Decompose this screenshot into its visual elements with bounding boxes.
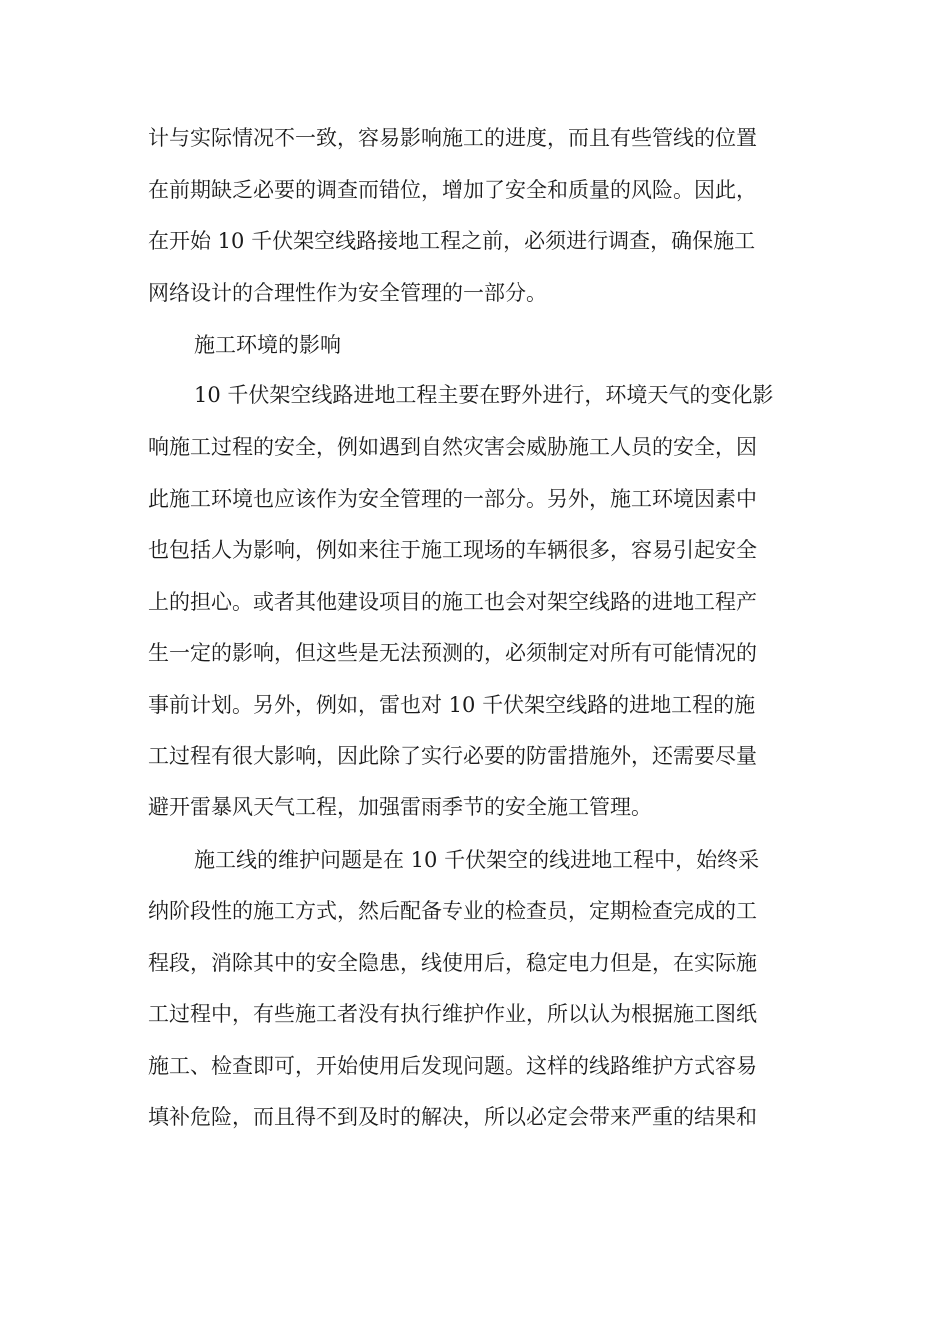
paragraph-line: 计与实际情况不一致，容易影响施工的进度，而且有些管线的位置: [148, 126, 757, 150]
paragraph-line: 施工线的维护问题是在 10 千伏架空的线进地工程中，始终采: [194, 848, 760, 872]
paragraph-line: 程段，消除其中的安全隐患，线使用后，稳定电力但是，在实际施: [148, 951, 757, 975]
paragraph-line: 响施工过程的安全，例如遇到自然灾害会威胁施工人员的安全，因: [148, 435, 757, 459]
section-heading: 施工环境的影响: [194, 333, 341, 357]
paragraph-line: 此施工环境也应该作为安全管理的一部分。另外，施工环境因素中: [148, 487, 757, 511]
paragraph-line: 避开雷暴风天气工程，加强雷雨季节的安全施工管理。: [148, 795, 652, 819]
paragraph-line: 也包括人为影响，例如来往于施工现场的车辆很多，容易引起安全: [148, 538, 757, 562]
paragraph-line: 在开始 10 千伏架空线路接地工程之前，必须进行调查，确保施工: [148, 229, 756, 253]
paragraph-line: 10 千伏架空线路进地工程主要在野外进行，环境天气的变化影: [194, 383, 774, 407]
paragraph-line: 填补危险，而且得不到及时的解决，所以必定会带来严重的结果和: [148, 1105, 757, 1129]
paragraph-line: 工过程中，有些施工者没有执行维护作业，所以认为根据施工图纸: [148, 1002, 757, 1026]
paragraph-line: 生一定的影响，但这些是无法预测的，必须制定对所有可能情况的: [148, 641, 757, 665]
paragraph-line: 网络设计的合理性作为安全管理的一部分。: [148, 281, 547, 305]
paragraph-line: 施工、检查即可，开始使用后发现问题。这样的线路维护方式容易: [148, 1054, 757, 1078]
paragraph-line: 在前期缺乏必要的调查而错位，增加了安全和质量的风险。因此，: [148, 178, 757, 202]
paragraph-line: 上的担心。或者其他建设项目的施工也会对架空线路的进地工程产: [148, 590, 757, 614]
paragraph-line: 事前计划。另外，例如，雷也对 10 千伏架空线路的进地工程的施: [148, 693, 756, 717]
paragraph-line: 纳阶段性的施工方式，然后配备专业的检查员，定期检查完成的工: [148, 899, 757, 923]
paragraph-line: 工过程有很大影响，因此除了实行必要的防雷措施外，还需要尽量: [148, 744, 757, 768]
